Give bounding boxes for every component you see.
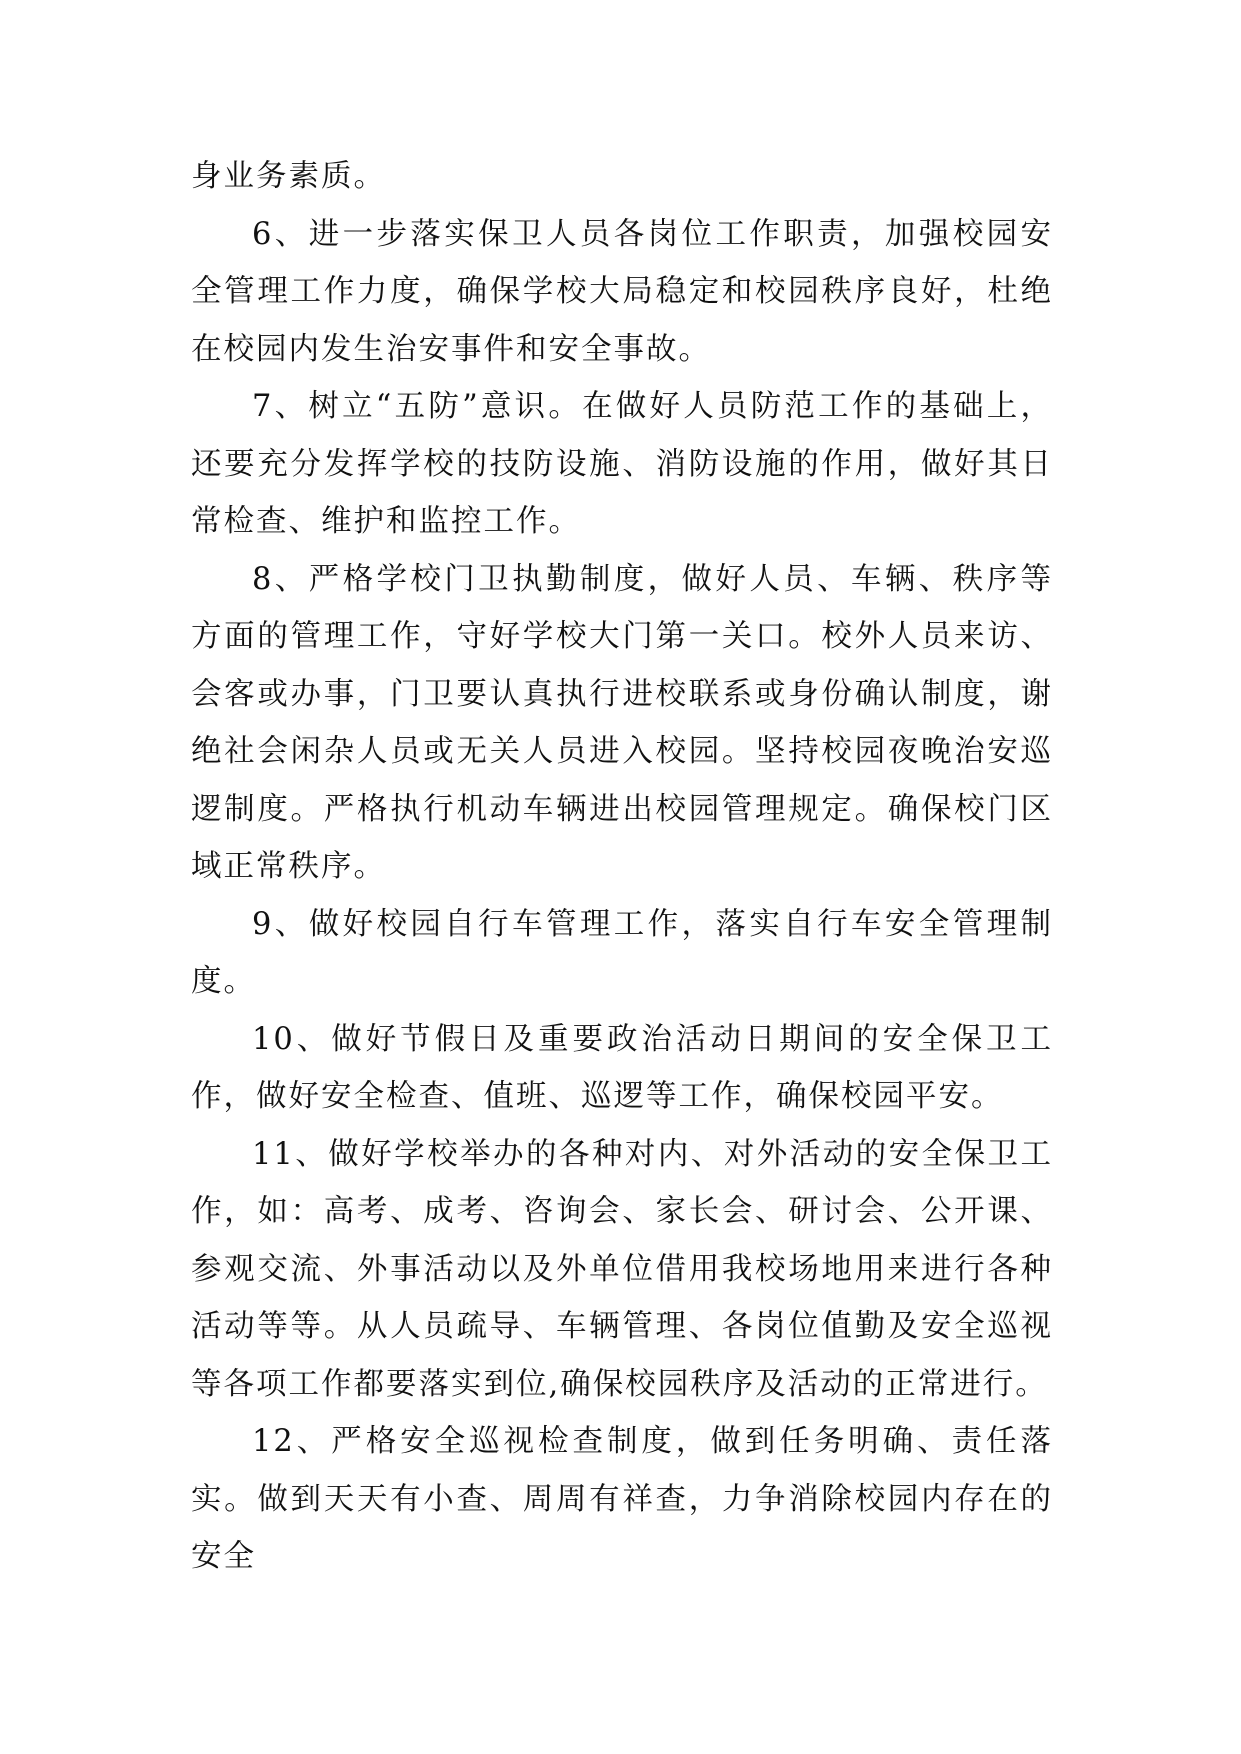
paragraph-item-10: 10、做好节假日及重要政治活动日期间的安全保卫工作，做好安全检查、值班、巡逻等工作，确保校园平安。 xyxy=(191,1021,1053,1114)
paragraph-continuation: 身业务素质。 xyxy=(191,159,386,194)
paragraph-item-11: 11、做好学校举办的各种对内、对外活动的安全保卫工作，如：高考、成考、咨询会、家长会、研讨会、公开课、参观交流、外事活动以及外单位借用我校场地用来进行各种活动等等。从人员疏导、车辆管理、各岗位值勤及安全巡视等各项工作都要落实到位,确保校园秩序及活动的正常进行。 xyxy=(191,1136,1053,1402)
paragraph-item-7: 7、树立“五防”意识。在做好人员防范工作的基础上，还要充分发挥学校的技防设施、消防设施的作用，做好其日常检查、维护和监控工作。 xyxy=(191,389,1053,539)
document-body xyxy=(191,148,1053,1586)
paragraph-item-8: 8、严格学校门卫执勤制度，做好人员、车辆、秩序等方面的管理工作，守好学校大门第一关口。校外人员来访、会客或办事，门卫要认真执行进校联系或身份确认制度，谢绝社会闲杂人员或无关人员进入校园。坚持校园夜晚治安巡逻制度。严格执行机动车辆进出校园管理规定。确保校门区域正常秩序。 xyxy=(191,561,1053,884)
paragraph-item-6: 6、进一步落实保卫人员各岗位工作职责，加强校园安全管理工作力度，确保学校大局稳定和校园秩序良好，杜绝在校园内发生治安事件和安全事故。 xyxy=(191,216,1053,367)
paragraph-item-9: 9、做好校园自行车管理工作，落实自行车安全管理制度。 xyxy=(191,906,1053,999)
paragraph-item-12: 12、严格安全巡视检查制度，做到任务明确、责任落实。做到天天有小查、周周有祥查，力争消除校园内存在的安全 xyxy=(191,1424,1053,1574)
